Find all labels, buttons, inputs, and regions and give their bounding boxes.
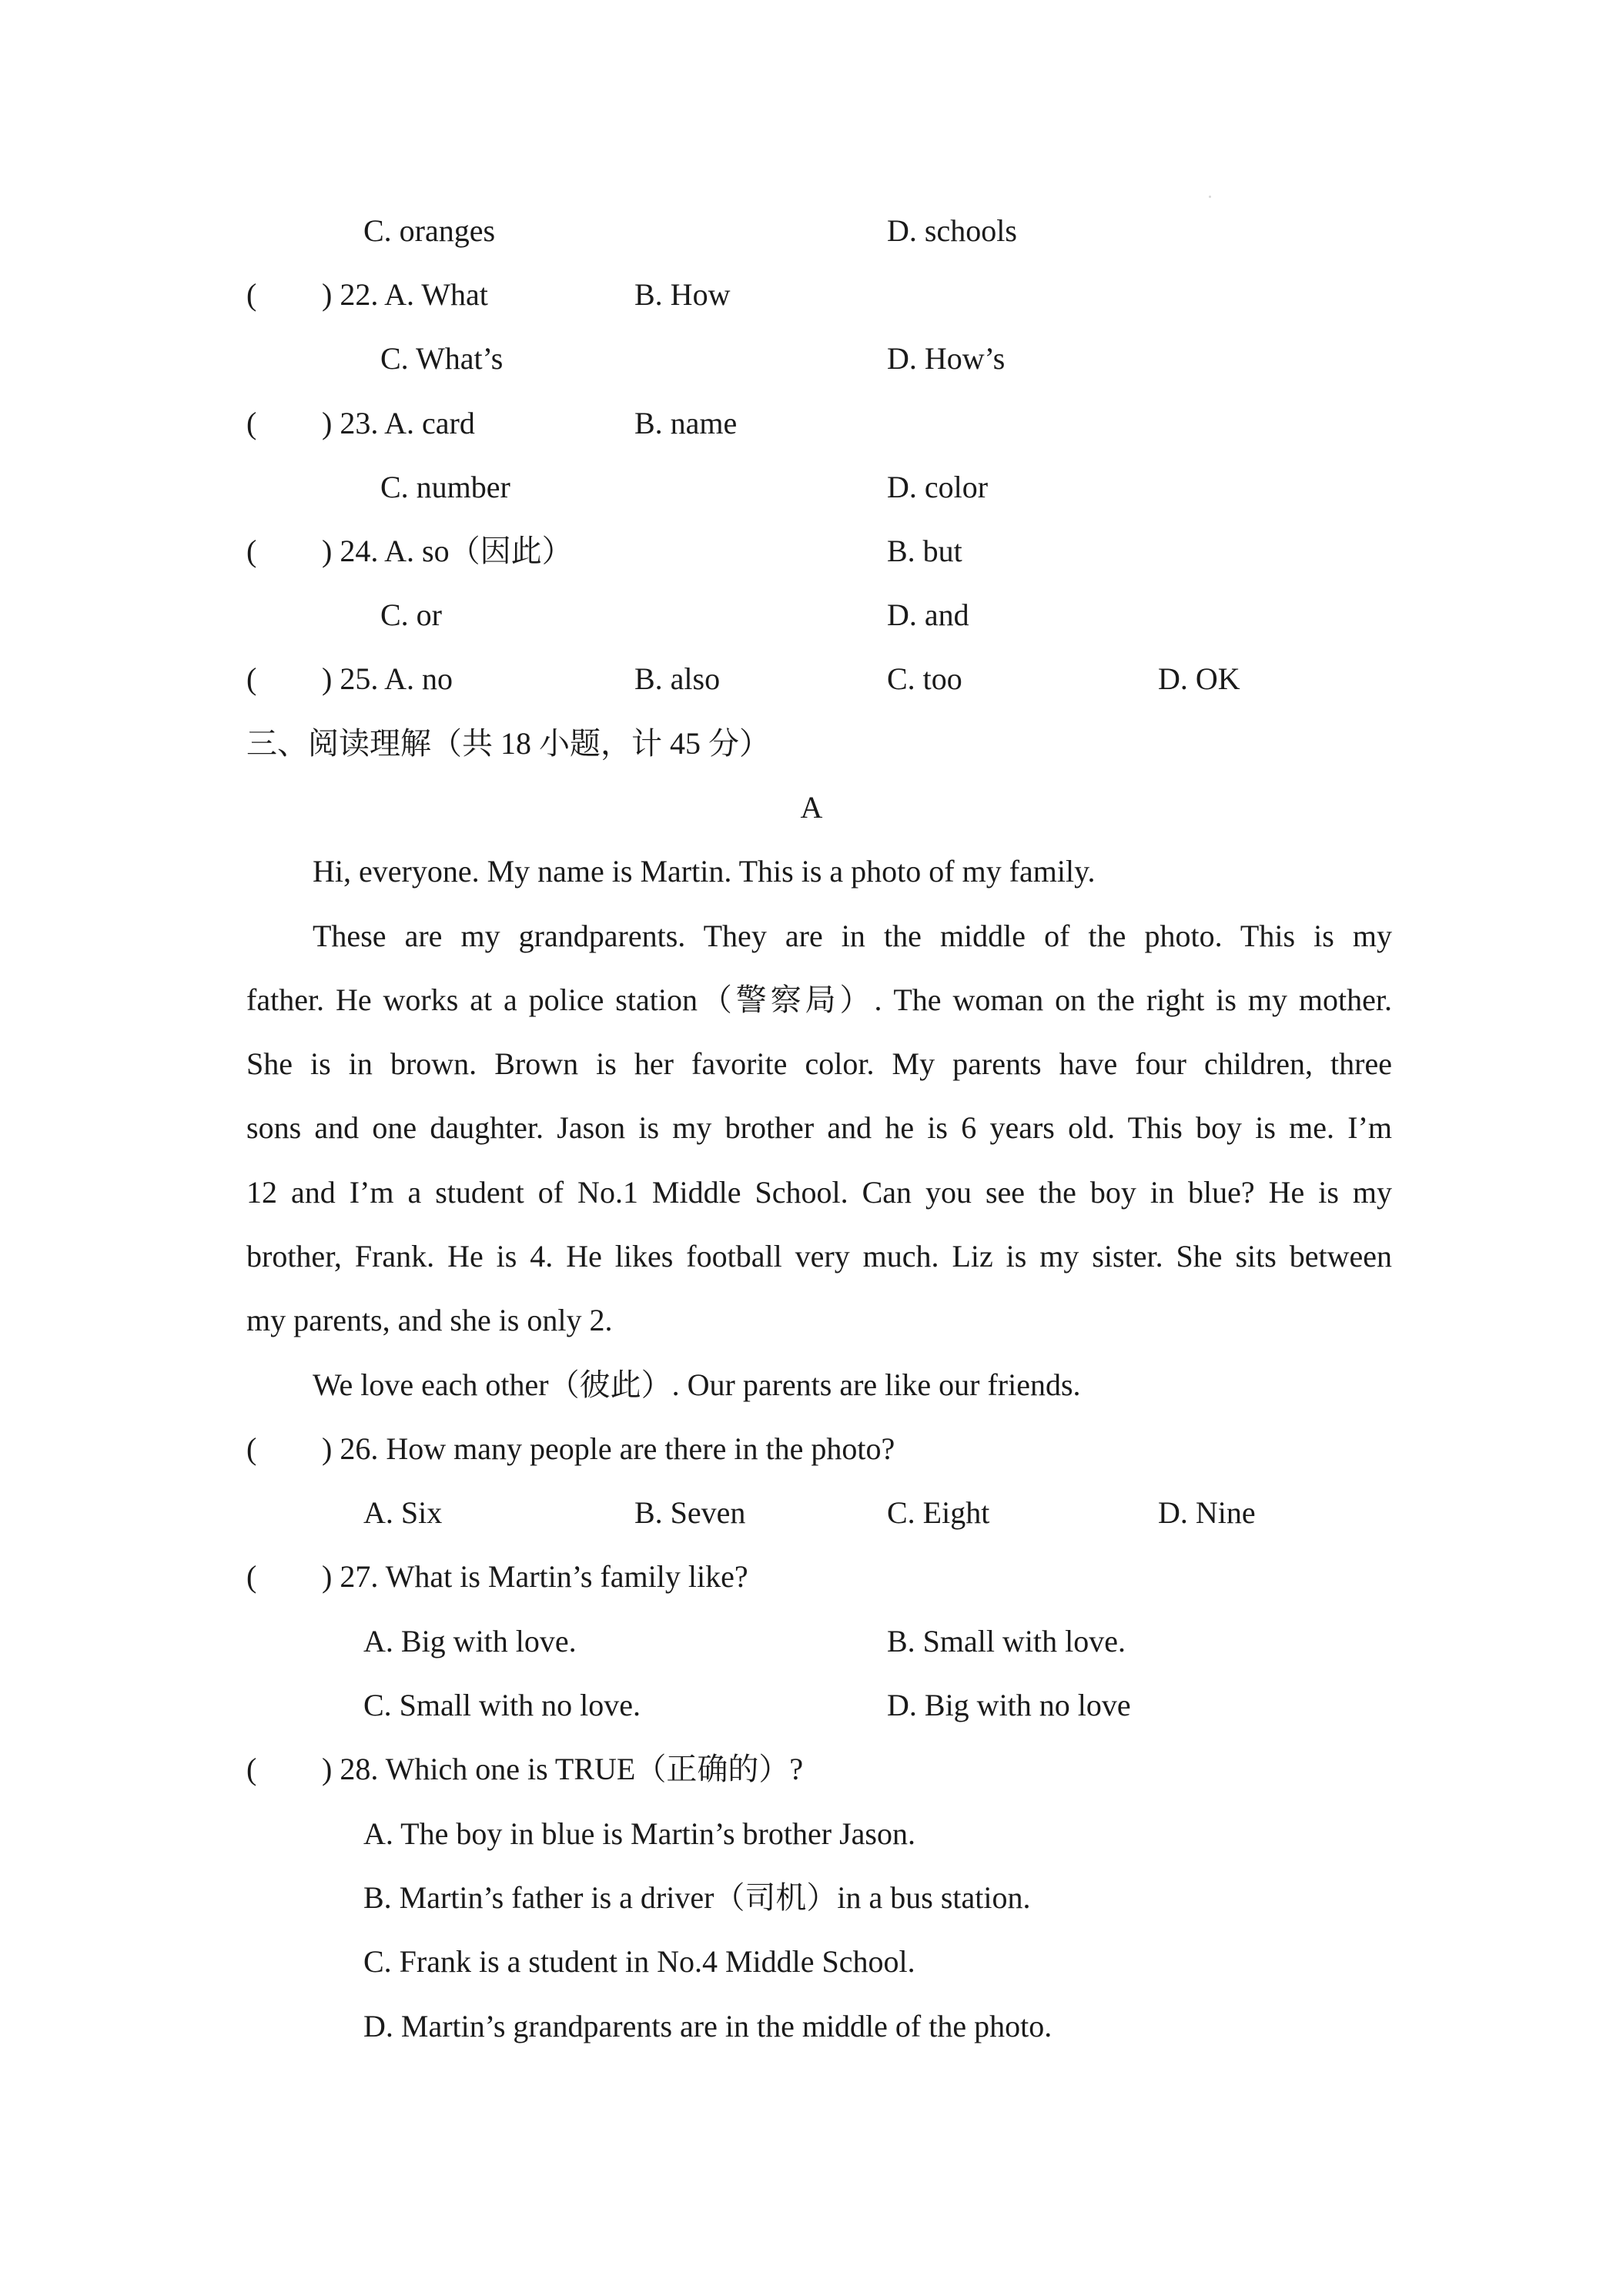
q28-option-b: B. Martin’s father is a driver（司机）in a bus station. bbox=[363, 1880, 1031, 1915]
q23-stem: ) 23. A. card bbox=[322, 406, 475, 440]
q28-stem: ) 28. Which one is TRUE（正确的）? bbox=[322, 1752, 804, 1786]
q25-stem: ) 25. A. no bbox=[322, 661, 453, 696]
answer-paren: ( bbox=[246, 661, 257, 696]
passage-label: A bbox=[800, 790, 823, 825]
q22-stem: ) 22. A. What bbox=[322, 277, 488, 312]
q27-option-d: D. Big with no love bbox=[887, 1688, 1131, 1722]
q26-option-a: A. Six bbox=[363, 1495, 443, 1530]
q21-option-d: D. schools bbox=[887, 213, 1017, 248]
q24-option-d: D. and bbox=[887, 597, 969, 632]
q22-option-c: C. What’s bbox=[380, 341, 504, 376]
q26-option-c: C. Eight bbox=[887, 1495, 990, 1530]
q26-option-d: D. Nine bbox=[1158, 1495, 1256, 1530]
q26-option-b: B. Seven bbox=[634, 1495, 746, 1530]
answer-paren: ( bbox=[246, 1431, 257, 1466]
passage-line: brother, Frank. He is 4. He likes football very much. Liz is my sister. She sits between bbox=[246, 1239, 1392, 1274]
scan-speck bbox=[1209, 196, 1211, 198]
answer-paren: ( bbox=[246, 1752, 257, 1786]
q25-option-b: B. also bbox=[634, 661, 721, 696]
q24-option-b: B. but bbox=[887, 534, 962, 568]
answer-paren: ( bbox=[246, 534, 257, 568]
q27-option-b: B. Small with love. bbox=[887, 1624, 1126, 1658]
section-heading: 三、阅读理解（共 18 小题，计 45 分） bbox=[246, 726, 770, 761]
passage-line: She is in brown. Brown is her favorite color. My parents have four children, three bbox=[246, 1046, 1392, 1081]
answer-paren: ( bbox=[246, 1559, 257, 1594]
passage-line: These are my grandparents. They are in the middle of the photo. This is my bbox=[313, 919, 1392, 953]
q27-option-c: C. Small with no love. bbox=[363, 1688, 641, 1722]
q26-stem: ) 26. How many people are there in the photo? bbox=[322, 1431, 895, 1466]
q27-stem: ) 27. What is Martin’s family like? bbox=[322, 1559, 748, 1594]
passage-line: father. He works at a police station（警察局）. The woman on the right is my mother. bbox=[246, 982, 1392, 1017]
q28-option-c: C. Frank is a student in No.4 Middle School. bbox=[363, 1944, 915, 1979]
q23-option-d: D. color bbox=[887, 470, 989, 504]
passage-line: Hi, everyone. My name is Martin. This is a photo of my family. bbox=[313, 854, 1096, 889]
q24-option-c: C. or bbox=[380, 597, 442, 632]
q28-option-d: D. Martin’s grandparents are in the middle of the photo. bbox=[363, 2009, 1052, 2043]
passage-line: sons and one daughter. Jason is my brother and he is 6 years old. This boy is me. I’m bbox=[246, 1110, 1392, 1145]
q28-option-a: A. The boy in blue is Martin’s brother Jason. bbox=[363, 1816, 915, 1851]
q25-option-d: D. OK bbox=[1158, 661, 1240, 696]
passage-line: 12 and I’m a student of No.1 Middle School. Can you see the boy in blue? He is my bbox=[246, 1175, 1392, 1210]
q23-option-b: B. name bbox=[634, 406, 738, 440]
passage-line: We love each other（彼此）. Our parents are like our friends. bbox=[313, 1367, 1081, 1402]
q22-option-d: D. How’s bbox=[887, 341, 1006, 376]
q21-option-c: C. oranges bbox=[363, 213, 496, 248]
passage-line: my parents, and she is only 2. bbox=[246, 1303, 613, 1337]
answer-paren: ( bbox=[246, 277, 257, 312]
q27-option-a: A. Big with love. bbox=[363, 1624, 577, 1658]
q23-option-c: C. number bbox=[380, 470, 510, 504]
q22-option-b: B. How bbox=[634, 277, 731, 312]
q24-stem: ) 24. A. so（因此） bbox=[322, 534, 573, 568]
q25-option-c: C. too bbox=[887, 661, 962, 696]
answer-paren: ( bbox=[246, 406, 257, 440]
